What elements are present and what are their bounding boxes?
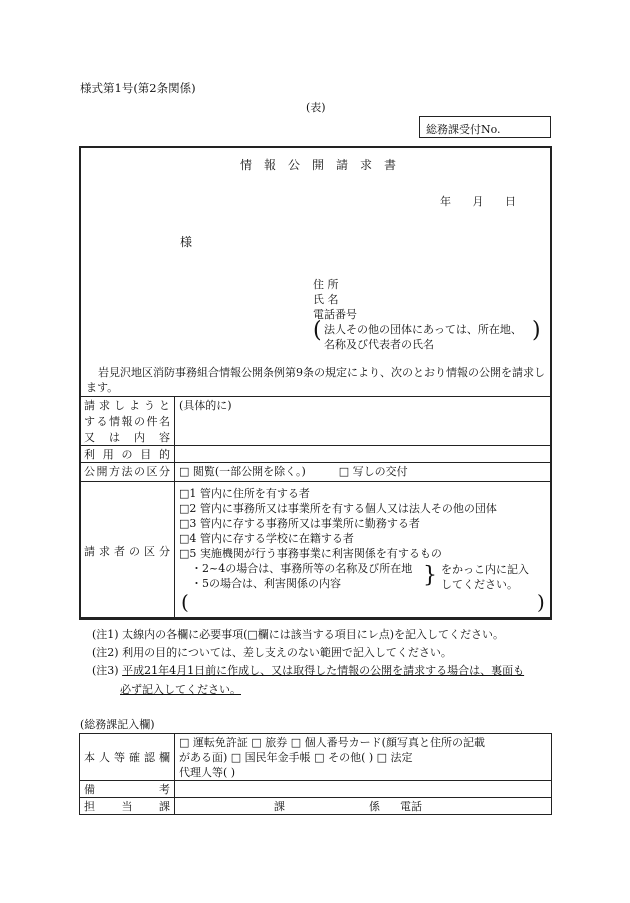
remarks-label (80, 781, 175, 798)
form-number: 様式第1号(第2条関係) (80, 81, 196, 95)
id-check-options[interactable] (175, 734, 552, 781)
table-row (80, 734, 552, 781)
id-check-line: がある面) □ 国民年金手帳 □ その他( ) □ 法定 (179, 750, 413, 764)
close-paren: ) (537, 590, 545, 614)
table-row (80, 798, 552, 815)
intro-text: 岩見沢地区消防事務組合情報公開条例第9条の規定により、次のとおり情報の公開を請求します。 (86, 366, 545, 394)
staff-field[interactable] (175, 798, 552, 815)
staff-phone: 電話 (400, 800, 422, 813)
table-row (80, 482, 552, 620)
form-title: 情報公開請求書 (240, 158, 409, 172)
phone-label: 電話番号 (313, 308, 357, 321)
id-check-line: 代理人等( ) (179, 765, 236, 779)
remarks-label-text: 備 考 (84, 783, 170, 796)
staff-kakari: 係 (369, 800, 380, 813)
info-label-line: 又 は 内 容 (84, 431, 170, 444)
staff-label (80, 798, 175, 815)
info-label-line: する情報の件名 (84, 415, 170, 428)
table-row (80, 781, 552, 798)
category-note-4: してください。 (441, 578, 518, 591)
method-label-text: 公開方法の区分 (84, 465, 170, 478)
id-check-label (80, 734, 175, 781)
open-paren: ( (313, 318, 322, 343)
request-table (79, 396, 552, 620)
date-field[interactable]: 年 月 日 (440, 195, 516, 208)
category-note-1: ・2~4の場合は、事務所等の名称及び所在地 (191, 562, 413, 575)
interest-content-field[interactable] (195, 594, 535, 612)
purpose-label (80, 446, 175, 463)
category-field (175, 482, 552, 620)
info-label-line: 請求しようと (84, 399, 170, 412)
office-table (79, 733, 552, 815)
category-option-3[interactable]: □3 管内に存する事務所又は事業所に勤務する者 (179, 517, 420, 530)
address-label: 住 所 (313, 278, 339, 291)
category-option-4[interactable]: □4 管内に存する学校に在籍する者 (179, 532, 354, 545)
remarks-field[interactable] (175, 781, 552, 798)
form-side-label: (表) (306, 101, 326, 114)
purpose-field[interactable] (175, 446, 552, 463)
table-row (80, 397, 552, 446)
id-check-line: □ 運転免許証 □ 旅券 □ 個人番号カード(顔写真と住所の記載 (179, 735, 485, 749)
close-paren: ) (532, 318, 541, 343)
receipt-number-label: 総務課受付No. (426, 123, 501, 136)
purpose-label-text: 利用の目的 (84, 448, 170, 461)
brace-icon: } (423, 563, 437, 588)
staff-ka: 課 (274, 800, 285, 813)
info-label (80, 397, 175, 446)
corp-note-line1: 法人その他の団体にあっては、所在地、 (324, 323, 522, 336)
info-content-field[interactable] (175, 397, 552, 446)
receipt-number-field[interactable] (419, 116, 551, 138)
name-label: 氏 名 (313, 293, 339, 306)
category-label (80, 482, 175, 620)
id-check-label-text: 本人等確認欄 (84, 751, 170, 764)
note-1: (注1) 太線内の各欄に必要事項(□欄には該当する項目にレ点)を記入してください。 (92, 628, 505, 641)
addressee-suffix: 様 (180, 235, 193, 249)
method-option-view[interactable]: □ 閲覧(一部公開を除く。) (179, 465, 306, 478)
note-3-text: 平成21年4月1日前に作成し、又は取得した情報の公開を請求する場合は、裏面も (122, 664, 525, 677)
method-label (80, 463, 175, 482)
note-3-text-cont: 必ず記入してください。 (120, 683, 241, 696)
note-2: (注2) 利用の目的については、差し支えのない範囲で記入してください。 (92, 646, 452, 659)
office-section-title: (総務課記入欄) (80, 718, 155, 731)
table-row (80, 463, 552, 482)
method-field (175, 463, 552, 482)
staff-label-text: 担 当 課 (84, 800, 170, 813)
category-label-text: 請求者の区分 (84, 544, 170, 558)
table-row (80, 446, 552, 463)
category-option-1[interactable]: □1 管内に住所を有する者 (179, 487, 310, 500)
category-note-2: ・5の場合は、利害関係の内容 (191, 577, 341, 590)
category-note-3: をかっこ内に記入 (441, 563, 529, 576)
category-option-5[interactable]: □5 実施機関が行う事務事業に利害関係を有するもの (179, 547, 442, 560)
note-3-prefix: (注3) (92, 664, 119, 677)
open-paren: ( (181, 590, 189, 614)
info-content-hint: (具体的に) (179, 399, 232, 412)
category-option-2[interactable]: □2 管内に事務所又は事業所を有する個人又は法人その他の団体 (179, 502, 497, 515)
corp-note-line2: 名称及び代表者の氏名 (324, 338, 434, 351)
method-option-copy[interactable]: □ 写しの交付 (338, 465, 408, 478)
